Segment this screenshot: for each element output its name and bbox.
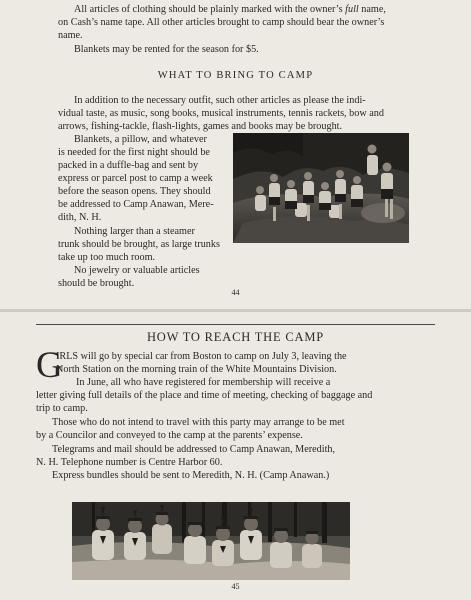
parents-paragraph: Those who do not intend to travel with this party may arrange to be met by a Councilor and conveyed to the camp at the parents’ expense.: [36, 417, 345, 441]
blankets-paragraph: Blankets, a pillow, and whatever is needed for the first night should be packed in a duffle-bag and sent by express or parcel post to camp a week before the season opens. They should be addressed to Camp Anawan, Mere- dith, N. H.: [58, 134, 214, 223]
page-number-45: 45: [231, 582, 240, 591]
campers-on-rocks-photo: [233, 133, 409, 243]
campers-in-headbands-photo: [72, 502, 350, 580]
page-45: [0, 312, 471, 600]
travel-paragraph: IRLS will go by special car from Boston to camp on July 3, leaving the North Station on the morning train of the White Mountains Division. In June, all who have registered for membership will receive a letter giving full details of the place and time of meeting, checking of baggage and trip to camp.: [36, 351, 373, 414]
telegrams-paragraph: Telegrams and mail should be addressed to Camp Anawan, Meredith, N. H. Telephone number is Centre Harbor 60.: [36, 444, 336, 468]
italic-emphasis: full: [345, 4, 359, 15]
page-number-44: 44: [231, 288, 240, 297]
what-to-bring-heading: WHAT TO BRING TO CAMP: [157, 70, 314, 81]
how-to-reach-heading: HOW TO REACH THE CAMP: [146, 330, 324, 344]
trunk-paragraph: Nothing larger than a steamer trunk should be brought, as large trunks take up too much room.: [58, 226, 220, 263]
jewelry-paragraph: No jewelry or valuable articles should be brought.: [58, 265, 200, 289]
drop-cap-letter: G: [36, 345, 63, 386]
top-rule: [36, 324, 435, 325]
additional-articles-paragraph: In addition to the necessary outfit, such other articles as please the indi- vidual taste, as music, song books, musical instruments, tennis rackets, bow and arrows, fishing-tackle, flash-lights, games and books may be brought.: [58, 95, 384, 132]
clothing-marking-paragraph: All articles of clothing should be plainly marked with the owner’s full name, on Cash’s name tape. All other articles brought to camp should bear the owner’s name.: [58, 4, 386, 41]
blankets-rental-text: Blankets may be rented for the season for $5.: [74, 44, 259, 55]
express-paragraph: Express bundles should be sent to Meredith, N. H. (Camp Anawan.): [52, 470, 330, 481]
